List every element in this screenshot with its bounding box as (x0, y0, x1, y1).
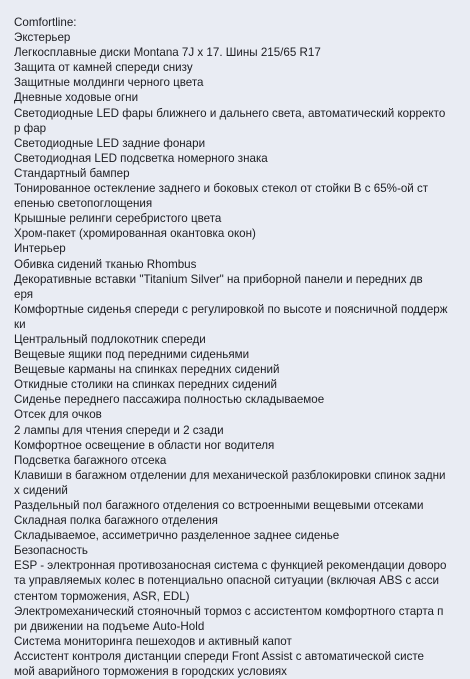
spec-line: Складываемое, ассиметрично разделенное заднее сиденье (14, 529, 340, 543)
spec-line: Светодиодные LED фары ближнего и дальнего света, автоматический корректо р фар (14, 106, 446, 135)
spec-line: Светодиодная LED подсветка номерного знака (14, 151, 268, 165)
spec-line: Защита от камней спереди снизу (14, 61, 193, 75)
spec-line: Крышные релинги серебристого цвета (14, 212, 222, 226)
spec-line: Раздельный пол багажного отделения со встроенными вещевыми отсеками (14, 499, 424, 512)
spec-line: Сиденье переднего пассажира полностью складываемое (14, 393, 325, 407)
spec-line: Подсветка багажного отсека (14, 453, 167, 467)
spec-line: Комфортные сиденья спереди с регулировкой по высоте и поясничной поддерж ки (14, 302, 448, 331)
spec-line: Обивка сидений тканью Rhombus (14, 257, 197, 271)
spec-line: Система мониторинга пешеходов и активный капот (14, 634, 292, 648)
spec-line: Стандартный бампер (14, 166, 130, 180)
spec-line: Вещевые карманы на спинках передних сидений (14, 363, 280, 377)
spec-line: Складная полка багажного отделения (14, 514, 218, 528)
spec-line: Ассистент контроля дистанции спереди Front Assist с автоматической систе мой аварийного торможения в городских условиях (14, 649, 424, 679)
spec-line: Тонированное остекление заднего и боковых стекол от стойки В с 65%-ой ст епенью светопоглощения (14, 182, 429, 211)
spec-line: Комфортное освещение в области ног водителя (14, 438, 275, 452)
spec-line: Легкосплавные диски Montana 7J x 17. Шины 215/65 R17 (14, 46, 321, 60)
spec-line: Интерьер (14, 242, 66, 256)
spec-line: Откидные столики на спинках передних сидений (14, 378, 277, 392)
spec-line: Дневные ходовые огни (14, 91, 139, 105)
spec-line: ESP - электронная противозаносная система с функцией рекомендации доворо та управляемых колес в потенциально опасной ситуации (включая ABS с асси стентом торможения, ASR, EDL) (14, 559, 447, 603)
spec-line: Защитные молдинги черного цвета (14, 76, 204, 90)
spec-line: Экстерьер (14, 31, 71, 45)
spec-line: 2 лампы для чтения спереди и 2 сзади (14, 423, 224, 437)
spec-lines (14, 15, 460, 679)
spec-line: Светодиодные LED задние фонари (14, 136, 206, 150)
spec-line: Центральный подлокотник спереди (14, 332, 206, 346)
spec-line: Comfortline: (14, 16, 77, 29)
spec-line: Декоративные вставки "Titanium Silver" на приборной панели и передних дв еря (14, 272, 423, 301)
spec-line: Вещевые ящики под передними сиденьями (14, 348, 250, 362)
spec-line: Безопасность (14, 544, 88, 558)
spec-line: Электромеханический стояночный тормоз с ассистентом комфортного старта п ри движении на подъеме Auto-Hold (14, 604, 444, 633)
spec-line: Хром-пакет (хромированная окантовка окон) (14, 227, 256, 241)
spec-line: Отсек для очков (14, 408, 102, 422)
spec-line: Клавиши в багажном отделении для механической разблокировки спинок задни х сидений (14, 468, 446, 497)
